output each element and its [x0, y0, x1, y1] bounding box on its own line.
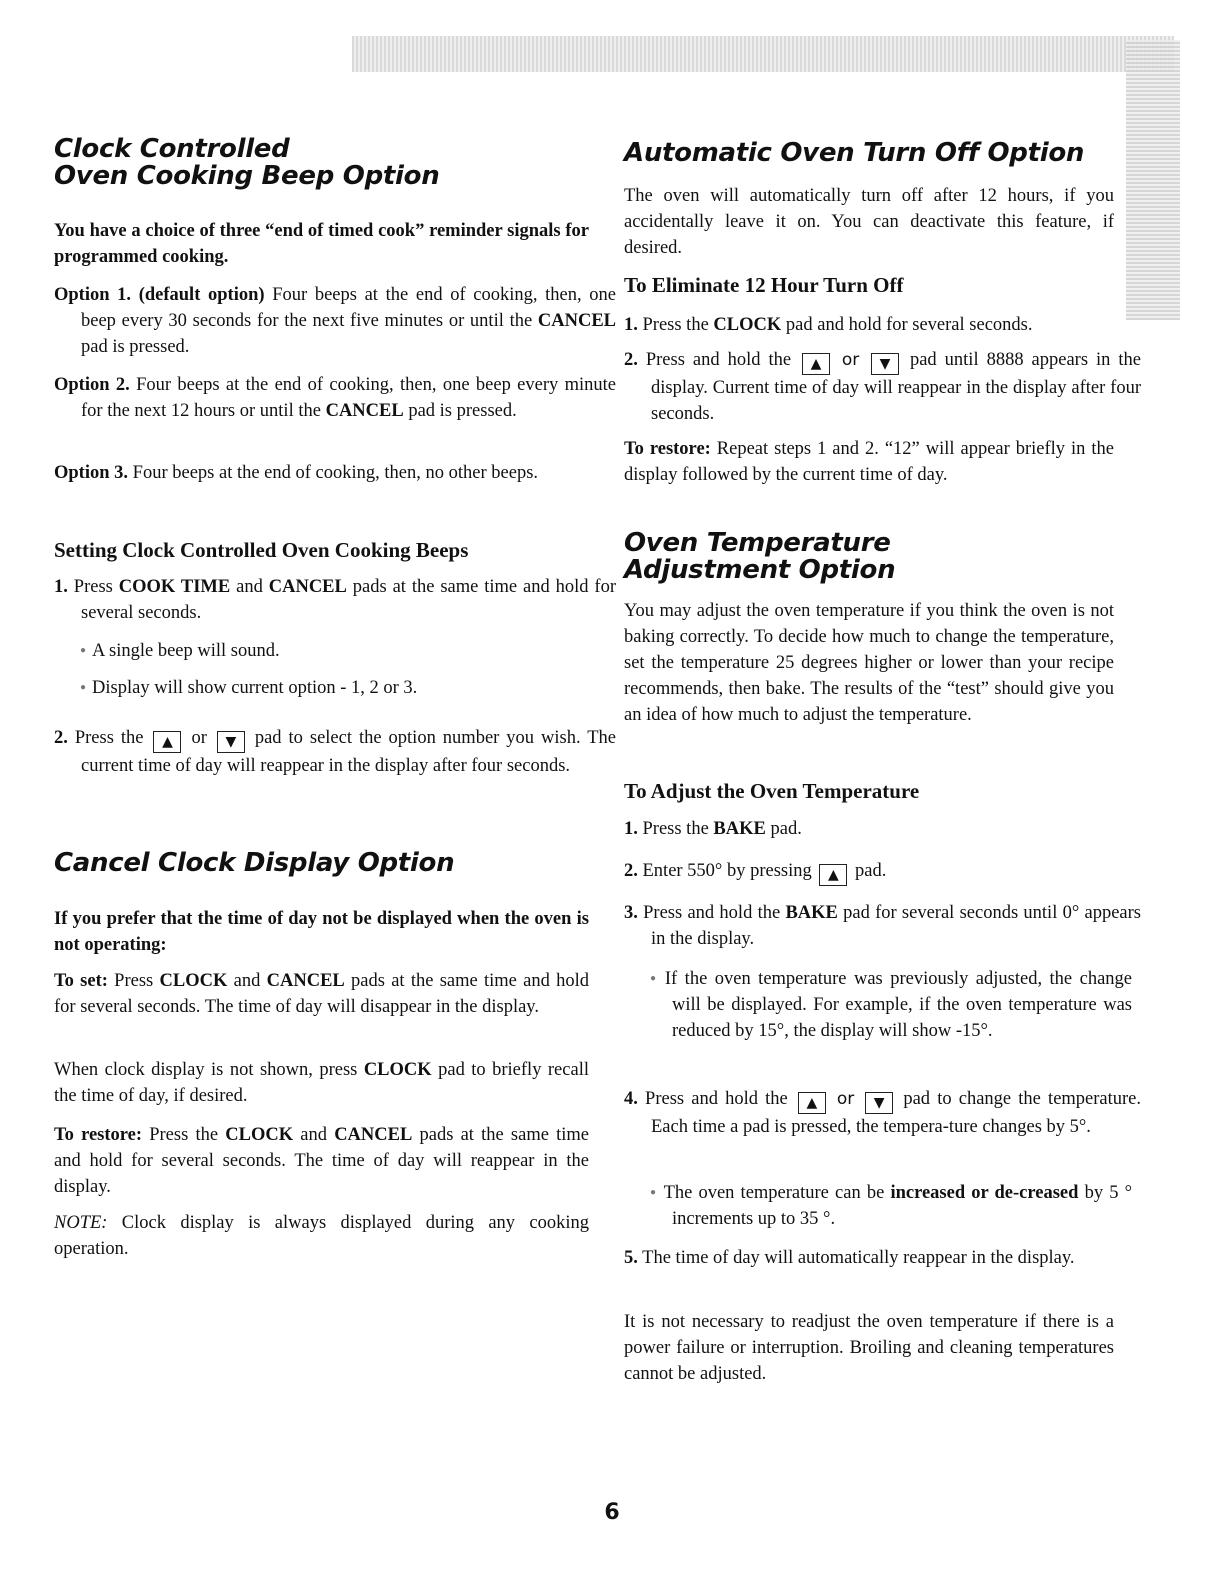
step-text: Press the [637, 315, 714, 335]
adjust-heading: To Adjust the Oven Temperature [624, 779, 920, 803]
bullet-text: If the oven temperature was previously adjusted, the change will be displayed. For example, if the oven temperature was reduced by 15°, the display will show -15°. [664, 969, 1132, 1041]
adjust-step-3-bullet [648, 966, 1132, 1044]
restore-paragraph [54, 1122, 589, 1200]
option-3-text: Four beeps at the end of cooking, then, no other beeps. [128, 463, 539, 483]
cancel-pad-ref: CANCEL [266, 971, 345, 991]
step-number: 2. [624, 861, 638, 881]
eliminate-step-1 [624, 312, 1141, 338]
clock-pad-ref: CLOCK [225, 1125, 294, 1145]
step-text: Press and hold the [637, 1089, 795, 1109]
adjust-step-1 [624, 816, 1141, 842]
page-number: 6 [604, 1500, 620, 1525]
temp-adjust-heading [624, 530, 895, 584]
cancel-pad-ref: CANCEL [325, 401, 404, 421]
setting-bullet-2 [80, 675, 589, 701]
eliminate-step-2 [624, 347, 1141, 427]
restore-text: Press the [142, 1125, 226, 1145]
step-number: 1. [624, 315, 638, 335]
step-text: and [230, 577, 269, 597]
adjust-step-3 [624, 900, 1141, 952]
step-text: Press and hold the [637, 903, 786, 923]
step-number: 5. [624, 1248, 638, 1268]
beep-heading-line1: Clock Controlled [54, 134, 290, 164]
option-3 [54, 460, 616, 486]
step-text: pads at the same time and hold for several seconds. [81, 577, 617, 623]
note-text: Clock display is always displayed during any cooking operation. [54, 1213, 589, 1259]
cancel-heading: Cancel Clock Display Option [54, 848, 455, 878]
step-number: 1. [54, 577, 68, 597]
when-clock-paragraph [54, 1057, 589, 1109]
bake-pad-ref: BAKE [713, 819, 766, 839]
bullet-text: A single beep will sound. [92, 641, 280, 661]
bullet-icon: ● [650, 1187, 658, 1198]
step-text: pad to select the option number you wish. The current time of day will reappear in the display after four seconds. [81, 728, 616, 776]
when-text: When clock display is not shown, press [54, 1060, 364, 1080]
option-1 [54, 282, 616, 360]
step-text: Press the [67, 728, 151, 748]
up-arrow-key-icon: ▲ [802, 353, 830, 375]
step-text: pad for several seconds until 0° appears in the display. [651, 903, 1141, 949]
option-2-text-end: pad is pressed. [403, 401, 517, 421]
restore-text: Repeat steps 1 and 2. “12” will appear briefly in the display followed by the current time of day. [624, 439, 1114, 485]
step-number: 1. [624, 819, 638, 839]
up-arrow-key-icon: ▲ [819, 864, 847, 886]
cancel-intro: If you prefer that the time of day not be displayed when the oven is not operating: [54, 909, 589, 955]
restore-text: pads at the same time and hold for several seconds. The time of day will reappear in the display. [54, 1125, 589, 1197]
auto-off-intro: The oven will automatically turn off after 12 hours, if you accidentally leave it on. You can deactivate this feature, if desired. [624, 186, 1114, 258]
beep-heading [54, 136, 439, 190]
step-number: 2. [54, 728, 68, 748]
temp-outro: It is not necessary to readjust the oven temperature if there is a power failure or interruption. Broiling and cleaning temperatures cannot be adjusted. [624, 1312, 1114, 1384]
bullet-text: Display will show current option - 1, 2 or 3. [92, 678, 418, 698]
note-paragraph [54, 1210, 589, 1262]
to-set-text: pads at the same time and hold for several seconds. The time of day will disappear in the display. [54, 971, 590, 1017]
scan-banner [352, 36, 1174, 72]
cancel-pad-ref: CANCEL [537, 311, 616, 331]
down-arrow-key-icon: ▼ [871, 353, 899, 375]
scan-edge-marker [1126, 40, 1180, 320]
clock-pad-ref: CLOCK [159, 971, 228, 991]
step-text: Enter 550° by pressing [637, 861, 817, 881]
to-set-label: To set: [54, 971, 108, 991]
eliminate-heading: To Eliminate 12 Hour Turn Off [624, 273, 904, 297]
step-text: Press the [637, 819, 714, 839]
beep-heading-line2: Oven Cooking Beep Option [54, 161, 440, 191]
auto-off-heading: Automatic Oven Turn Off Option [624, 138, 1085, 168]
when-text: pad to briefly recall the time of day, if desired. [54, 1060, 589, 1106]
setting-heading: Setting Clock Controlled Oven Cooking Beeps [54, 538, 469, 562]
adjust-step-4-bullet [648, 1180, 1132, 1232]
restore-label: To restore: [54, 1125, 143, 1145]
up-arrow-key-icon: ▲ [798, 1092, 826, 1114]
setting-step-1 [54, 574, 616, 626]
eliminate-restore [624, 436, 1114, 488]
bullet-icon: ● [650, 973, 659, 984]
cook-time-pad-ref: COOK TIME [118, 577, 231, 597]
step-text: The time of day will automatically reappear in the display. [637, 1248, 1075, 1268]
temp-heading-line1: Oven Temperature [624, 528, 891, 558]
beep-intro: You have a choice of three “end of timed cook” reminder signals for programmed cooking. [54, 221, 589, 267]
step-text: Press [67, 577, 119, 597]
step-number: 3. [624, 903, 638, 923]
or-text: or [184, 728, 214, 748]
step-text: pad. [765, 819, 802, 839]
down-arrow-key-icon: ▼ [865, 1092, 893, 1114]
down-arrow-key-icon: ▼ [217, 731, 245, 753]
cancel-pad-ref: CANCEL [268, 577, 347, 597]
step-text: pad and hold for several seconds. [781, 315, 1033, 335]
option-1-label: Option 1. (default option) [54, 285, 265, 305]
setting-bullet-1 [80, 638, 589, 664]
option-1-text-end: pad is pressed. [81, 337, 190, 357]
bake-pad-ref: BAKE [785, 903, 838, 923]
note-label: NOTE: [54, 1213, 108, 1233]
temp-intro: You may adjust the oven temperature if you think the oven is not baking correctly. To decide how much to change the temperature, set the temperature 25 degrees higher or lower than your recipe recommends, then bake. The results of the “test” should give you an idea of how much to adjust the temperature. [624, 601, 1114, 725]
step-text: pad until 8888 appears in the display. Current time of day will reappear in the display after four seconds. [651, 350, 1141, 424]
option-1-text: Four beeps at the end of cooking, then, one beep every 30 seconds for the next five minutes or until the [81, 285, 617, 331]
cancel-pad-ref: CANCEL [334, 1125, 413, 1145]
bullet-text: The oven temperature can be [663, 1183, 891, 1203]
to-set-paragraph [54, 968, 589, 1020]
adjust-step-5 [624, 1245, 1141, 1271]
step-text: pad to change the temperature. Each time a pad is pressed, the tempera-ture changes by 5°. [651, 1089, 1142, 1137]
bullet-text: by 5 ° increments up to 35 °. [672, 1183, 1132, 1229]
or-text: or [828, 1089, 863, 1109]
option-3-label: Option 3. [54, 463, 129, 483]
option-2 [54, 372, 616, 424]
or-text: or [833, 350, 868, 370]
setting-step-2 [54, 725, 616, 779]
step-text: pad. [850, 861, 887, 881]
clock-pad-ref: CLOCK [363, 1060, 432, 1080]
to-set-text: Press [107, 971, 160, 991]
bullet-icon: ● [80, 682, 87, 693]
adjust-step-4 [624, 1086, 1141, 1140]
up-arrow-key-icon: ▲ [153, 731, 181, 753]
adjust-step-2 [624, 858, 1141, 886]
bullet-icon: ● [80, 645, 87, 656]
temp-heading-line2: Adjustment Option [624, 555, 896, 585]
to-set-text: and [227, 971, 267, 991]
step-text: Press and hold the [637, 350, 800, 370]
option-2-text: Four beeps at the end of cooking, then, one beep every minute for the next 12 hours or until the [81, 375, 616, 421]
clock-pad-ref: CLOCK [713, 315, 782, 335]
step-number: 4. [624, 1089, 638, 1109]
restore-label: To restore: [624, 439, 711, 459]
step-number: 2. [624, 350, 638, 370]
bullet-bold-text: increased or de-creased [890, 1183, 1079, 1203]
restore-text: and [293, 1125, 335, 1145]
option-2-label: Option 2. [54, 375, 130, 395]
